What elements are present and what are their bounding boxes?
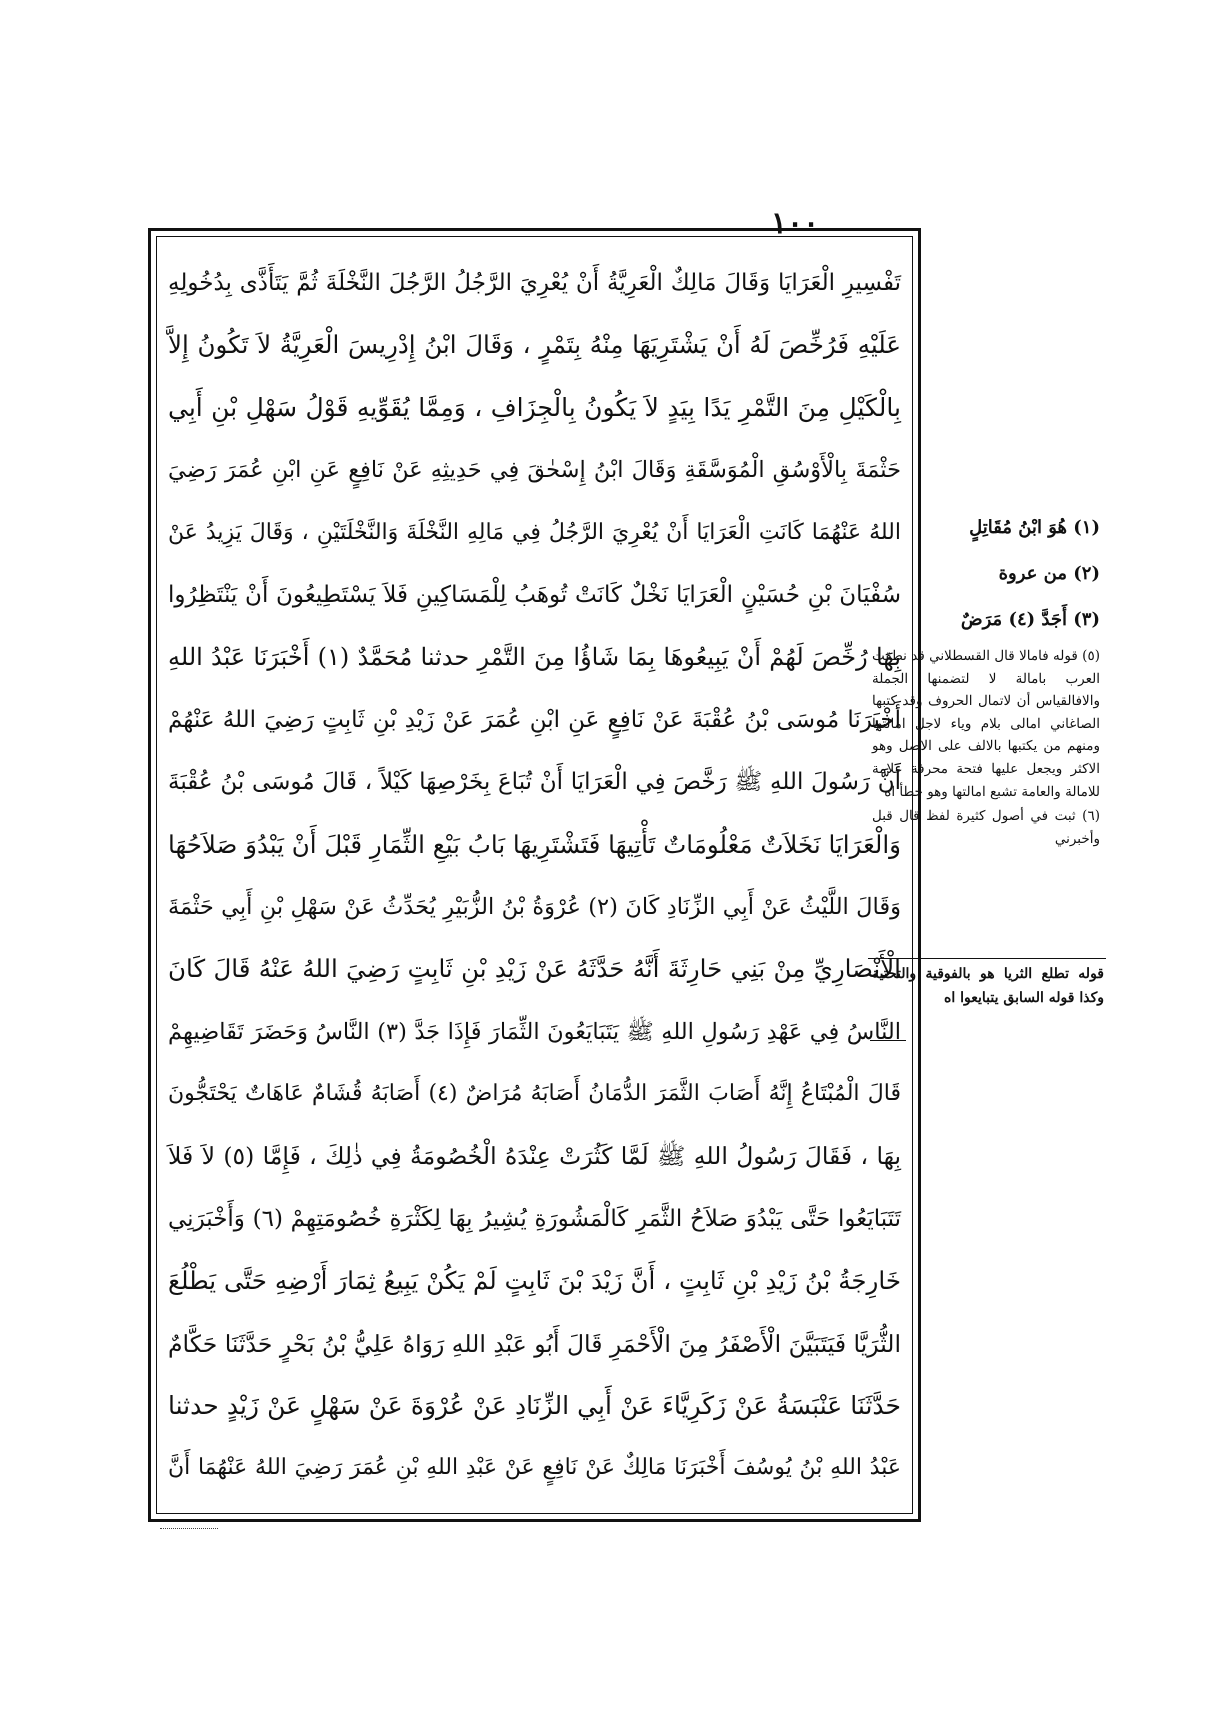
margin-note-2: (٢) من عروة (998, 563, 1100, 584)
frame-corner-mark (160, 1528, 218, 1529)
margin-note-6: (٦) ثبت في أصول كثيرة لفظ قال قبل وأخبرني (872, 808, 1100, 847)
margin-notes (868, 505, 1108, 850)
text-line: الثُّرَيَّا فَيَتَبَيَّنَ الْأَصْفَرُ مِنَ الْأَحْمَرِ قَالَ أَبُو عَبْدِ اللهِ رَوَاهُ عَلِيُّ بْنُ بَحْرٍ حَدَّثَنَا حَكَّامٌ (168, 1329, 901, 1358)
margin-note-5: (٥) قوله فامالا قال القسطلاني قد نطقت العرب بامالة لا لتضمنها الجملة والافالقياس أن لاتمال الحروف وقد كتبها الصاغاني امالى بلام وياء لاجل امالتها ومنهم من يكتبها بالالف على الاصل وهو الاكثر ويجعل عليها فتحة محرفة علامة للامالة والعامة تشبع امالتها وهو خطأ اه (872, 648, 1100, 800)
text-line: سُفْيَانَ بْنِ حُسَيْنٍ الْعَرَايَا نَخْلٌ كَانَتْ تُوهَبُ لِلْمَسَاكِينِ فَلاَ يَسْتَطِيعُونَ أَنْ يَنْتَظِرُوا (168, 581, 901, 608)
margin-note-1: (١) هُوَ ابْنُ مُقَاتِلٍ (969, 517, 1100, 538)
page-number: ١٠٠ (770, 206, 820, 241)
text-line: حَدَّثَنَا عَنْبَسَةُ عَنْ زَكَرِيَّاءَ عَنْ أَبِي الزِّنَادِ عَنْ عُرْوَةَ عَنْ سَهْلٍ عَنْ زَيْدٍ حدثنا (168, 1391, 901, 1421)
text-line: عَبْدُ اللهِ بْنُ يُوسُفَ أَخْبَرَنَا مَالِكٌ عَنْ نَافِعٍ عَنْ عَبْدِ اللهِ بْنِ عُمَرَ رَضِيَ اللهُ عَنْهُمَا أَنَّ (168, 1455, 901, 1481)
text-line: بِهَا ، فَقَالَ رَسُولُ اللهِ ﷺ لَمَّا كَثُرَتْ عِنْدَهُ الْخُصُومَةُ فِي ذٰلِكَ ، فَإِمَّا (٥) لاَ فَلاَ (168, 1142, 901, 1171)
text-line: بِهَا رُخِّصَ لَهُمْ أَنْ يَبِيعُوهَا بِمَا شَاؤُا مِنَ التَّمْرِ حدثنا مُحَمَّدٌ (١) أَخْبَرَنَا عَبْدُ اللهِ (168, 643, 901, 672)
margin-gloss: قوله تطلع الثريا هو بالفوقية والتحتية وكذا قوله السابق يتبايعوا اه (872, 966, 1104, 1006)
margin-note-3-4: (٣) أَجَدَّ (٤) مَرَضٌ (960, 609, 1100, 630)
text-line: تَتَبَايَعُوا حَتَّى يَبْدُوَ صَلاَحُ الثَّمَرِ كَالْمَشُورَةِ يُشِيرُ بِهَا لِكَثْرَةِ خُصُومَتِهِمْ (٦) وَأَخْبَرَنِي (168, 1205, 902, 1232)
text-line: حَثْمَةَ بِالْأَوْسُقِ الْمُوَسَّقَةِ وَقَالَ ابْنُ إِسْحٰقَ فِي حَدِيثِهِ عَنْ نَافِعٍ عَنِ ابْنِ عُمَرَ رَضِيَ (168, 457, 901, 484)
text-line: أَنَّ رَسُولَ اللهِ ﷺ رَخَّصَ فِي الْعَرَايَا أَنْ تُبَاعَ بِخَرْصِهَا كَيْلاً ، قَالَ مُوسَى بْنُ عُقْبَةَ (168, 769, 901, 796)
text-line: اللهُ عَنْهُمَا كَانَتِ الْعَرَايَا أَنْ يُعْرِيَ الرَّجُلُ فِي مَالِهِ النَّخْلَةَ وَالنَّخْلَتَيْنِ ، وَقَالَ يَزِيدُ عَنْ (168, 519, 901, 545)
text-line: وَالْعَرَايَا نَخَلاَتٌ مَعْلُومَاتٌ تَأْتِيهَا فَتَشْتَرِيهَا بَابُ بَيْعِ الثِّمَارِ قَبْلَ أَنْ يَبْدُوَ صَلاَحُهَا (168, 829, 901, 859)
margin-gloss-rule (870, 1040, 906, 1041)
text-line: أَخْبَرَنَا مُوسَى بْنُ عُقْبَةَ عَنْ نَافِعٍ عَنِ ابْنِ عُمَرَ عَنْ زَيْدِ بْنِ ثَابِتٍ رَضِيَ اللهُ عَنْهُمْ (168, 706, 901, 733)
text-line: وَقَالَ اللَّيْثُ عَنْ أَبِي الزِّنَادِ كَانَ (٢) عُرْوَةُ بْنُ الزُّبَيْرِ يُحَدِّثُ عَنْ سَهْلِ بْنِ أَبِي حَثْمَةَ (168, 893, 901, 920)
text-line: النَّاسُ فِي عَهْدِ رَسُولِ اللهِ ﷺ يَتَبَايَعُونَ الثِّمَارَ فَإِذَا جَدَّ (٣) النَّاسُ وَحَضَرَ تَقَاضِيهِمْ (168, 1018, 901, 1045)
text-line: قَالَ الْمُبْتَاعُ إِنَّهُ أَصَابَ الثَّمَرَ الدُّمَانُ أَصَابَهُ مُرَاضٌ (٤) أَصَابَهُ قُشَامٌ عَاهَاتٌ يَحْتَجُّونَ (168, 1081, 901, 1107)
text-line: خَارِجَةُ بْنُ زَيْدِ بْنِ ثَابِتٍ ، أَنَّ زَيْدَ بْنَ ثَابِتٍ لَمْ يَكُنْ يَبِيعُ ثِمَارَ أَرْضِهِ حَتَّى يَطْلُعَ (168, 1266, 901, 1296)
text-line: تَفْسِيرِ الْعَرَايَا وَقَالَ مَالِكٌ الْعَرِيَّةُ أَنْ يُعْرِيَ الرَّجُلُ الرَّجُلَ النَّخْلَةَ ثُمَّ يَتَأَذَّى بِدُخُولِهِ (168, 270, 901, 296)
text-line: بِالْكَيْلِ مِنَ التَّمْرِ يَدًا بِيَدٍ لاَ يَكُونُ بِالْجِزَافِ ، وَمِمَّا يُقَوِّيهِ قَوْلُ سَهْلِ بْنِ أَبِي (168, 392, 901, 422)
main-text-block (162, 252, 907, 1502)
text-line: عَلَيْهِ فَرُخِّصَ لَهُ أَنْ يَشْتَرِيَهَا مِنْهُ بِتَمْرٍ ، وَقَالَ ابْنُ إِدْرِيسَ الْعَرِيَّةُ لاَ تَكُونُ إِلاَّ (168, 330, 901, 360)
text-line: الْأَنْصَارِيِّ مِنْ بَنِي حَارِثَةَ أَنَّهُ حَدَّثَهُ عَنْ زَيْدِ بْنِ ثَابِتٍ رَضِيَ اللهُ عَنْهُ قَالَ كَانَ (168, 954, 901, 984)
margin-divider (868, 958, 1106, 959)
